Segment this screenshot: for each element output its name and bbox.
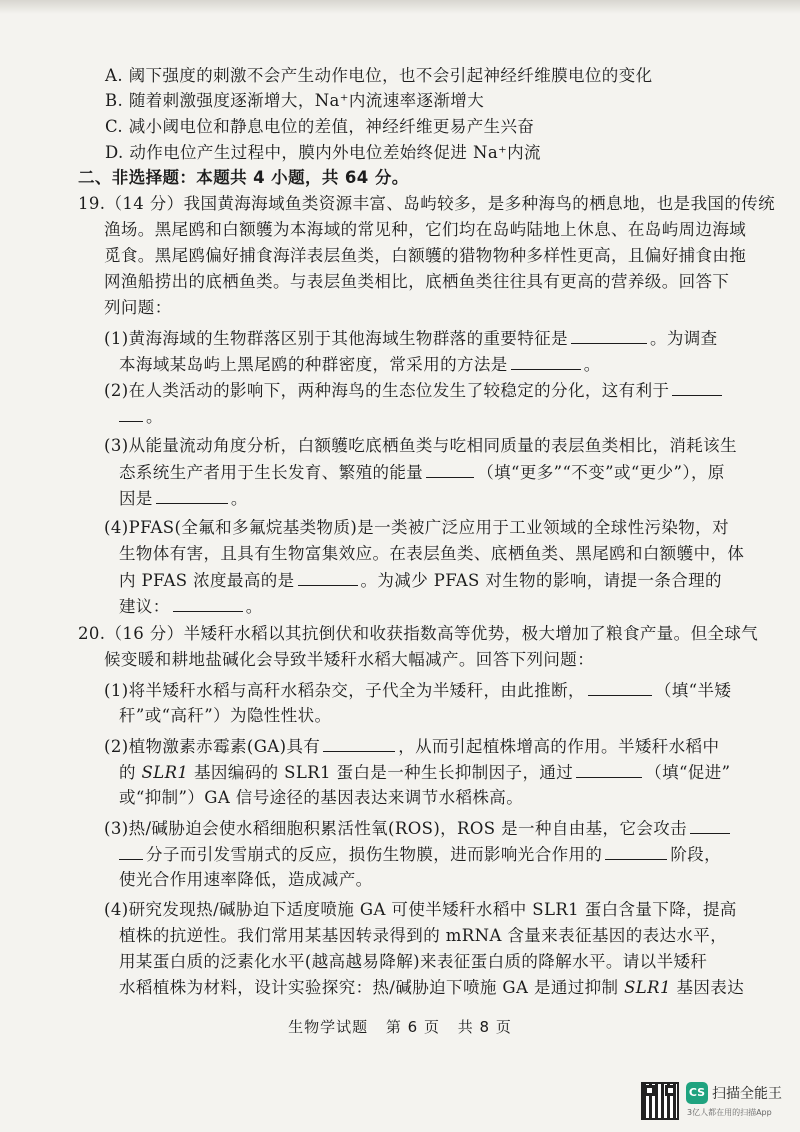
answer-blank[interactable]	[690, 818, 730, 834]
answer-blank[interactable]	[298, 570, 358, 586]
q20-stem-line: 候变暖和耕地盐碱化会导致半矮秆水稻大幅减产。回答下列问题：	[104, 650, 595, 669]
footer-page-number: 第 6 页	[385, 1018, 440, 1036]
q20-p1-text: (1)将半矮秆水稻与高秆水稻杂交，子代全为半矮秆，由此推断，	[104, 681, 585, 700]
answer-blank[interactable]	[156, 488, 228, 504]
answer-blank[interactable]	[672, 380, 722, 396]
option-a: A. 阈下强度的刺激不会产生动作电位，也不会引起神经纤维膜电位的变化	[105, 66, 653, 85]
q19-stem-line: 觅食。黑尾鸥偏好捕食海洋表层鱼类，白额鹱的猎物物种多样性更高，且偏好捕食由拖	[104, 246, 747, 265]
section-heading: 二、非选择题：本题共 4 小题，共 64 分。	[78, 168, 409, 187]
q19-p4-text: 。	[245, 597, 263, 616]
page-top-edge	[0, 0, 800, 14]
q19-stem-line: 列问题：	[104, 298, 172, 317]
q20-part-2-cont: 或“抑制”）GA 信号途径的基因表达来调节水稻株高。	[119, 788, 524, 807]
q20-part-4: (4)研究发现热/碱胁迫下适度喷施 GA 可使半矮秆水稻中 SLR1 蛋白含量下降，提高	[104, 900, 737, 919]
gene-name: SLR1	[624, 978, 671, 997]
q19-stem-line: 19.（14 分）我国黄海海域鱼类资源丰富、岛屿较多，是多种海鸟的栖息地，也是我国的传统	[78, 194, 776, 213]
q20-part-1-cont: 秆”或“高秆”）为隐性性状。	[119, 706, 332, 725]
answer-blank[interactable]	[511, 354, 581, 370]
q20-stem-line: 20.（16 分）半矮秆水稻以其抗倒伏和收获指数高等优势，极大增加了粮食产量。但全球气	[78, 624, 759, 643]
q19-stem-line: 网渔船捞出的底栖鱼类。与表层鱼类相比，底栖鱼类往往具有更高的营养级。回答下	[104, 272, 730, 291]
q20-part-2	[104, 736, 719, 757]
answer-blank[interactable]	[173, 596, 243, 612]
q20-part-4-cont: 植株的抗逆性。我们常用某基因转录得到的 mRNA 含量来表征基因的表达水平，	[119, 926, 728, 945]
answer-blank[interactable]	[426, 462, 474, 478]
q20-p2-text: （填“促进”	[645, 763, 731, 782]
q20-p1-text: （填“半矮	[654, 681, 732, 700]
camscanner-logo-icon: CS	[686, 1082, 708, 1104]
q19-p3-text: 因是	[119, 489, 153, 508]
q20-p4-text: 水稻植株为材料，设计实验探究：热/碱胁迫下喷施 GA 是通过抑制	[119, 978, 625, 997]
footer-total-pages: 共 8 页	[457, 1018, 512, 1036]
q20-p2-text: (2)植物激素赤霉素(GA)具有	[104, 737, 321, 756]
q20-part-4-cont: 用某蛋白质的泛素化水平(越高越易降解)来表征蛋白质的降解水平。请以半矮秆	[119, 952, 708, 971]
q19-p3-text: 。	[230, 489, 248, 508]
answer-blank[interactable]	[323, 736, 395, 752]
q19-part-4-cont: 生物体有害，且具有生物富集效应。在表层鱼类、底栖鱼类、黑尾鸥和白额鹱中，体	[119, 544, 745, 563]
answer-blank[interactable]	[588, 680, 652, 696]
scanner-app-name: 扫描全能王	[712, 1086, 782, 1102]
q19-part-4-cont	[119, 596, 263, 617]
q19-p1-text: (1)黄海海域的生物群落区别于其他海域生物群落的重要特征是	[104, 329, 568, 348]
option-b: B. 随着刺激强度逐渐增大，Na⁺内流速率逐渐增大	[105, 91, 485, 110]
option-d: D. 动作电位产生过程中，膜内外电位差始终促进 Na⁺内流	[105, 143, 541, 162]
answer-blank[interactable]	[119, 844, 143, 860]
q19-p3-text: （填“更多”“不变”或“更少”），原	[477, 463, 725, 482]
answer-blank[interactable]	[119, 406, 143, 422]
q19-p4-text: 建议：	[119, 597, 170, 616]
q19-p2-text: (2)在人类活动的影响下，两种海鸟的生态位发生了较稳定的分化，这有利于	[104, 381, 670, 400]
qr-code-icon	[641, 1082, 679, 1120]
q20-p4-text: 基因表达	[670, 978, 745, 997]
q19-p2-text: 。	[146, 407, 163, 426]
q20-p3-text: 阶段，	[670, 845, 722, 864]
q20-part-4-cont	[119, 978, 744, 998]
gene-name: SLR1	[141, 763, 189, 782]
q19-p1-text: 本海域某岛屿上黑尾鸥的种群密度，常采用的方法是	[119, 355, 508, 374]
q19-part-3-cont	[119, 488, 248, 509]
q20-part-1	[104, 680, 731, 701]
q20-part-2-cont	[119, 762, 730, 783]
q20-part-3	[104, 818, 733, 839]
q19-part-2-cont	[119, 406, 163, 427]
scanner-tagline: 3亿人都在用的扫描App	[687, 1108, 772, 1117]
q19-p1-text: 。为调查	[649, 329, 718, 348]
q19-part-3-cont	[119, 462, 725, 483]
q20-p2-text: ，从而引起植株增高的作用。半矮秆水稻中	[398, 737, 720, 756]
q19-p4-text: 内 PFAS 浓度最高的是	[119, 571, 295, 590]
q20-p2-text: 的	[119, 763, 142, 782]
q19-part-1	[104, 328, 718, 349]
q19-part-1-cont	[119, 354, 601, 375]
q20-p3-text: (3)热/碱胁迫会使水稻细胞积累活性氧(ROS)，ROS 是一种自由基，它会攻击	[104, 819, 688, 838]
q19-part-4-cont	[119, 570, 722, 591]
answer-blank[interactable]	[605, 844, 667, 860]
q19-part-2	[104, 380, 725, 401]
q19-stem-line: 渔场。黑尾鸥和白额鹱为本海域的常见种，它们均在岛屿陆地上休息、在岛屿周边海域	[104, 220, 747, 239]
q19-part-4: (4)PFAS(全氟和多氟烷基类物质)是一类被广泛应用于工业领域的全球性污染物，对	[104, 518, 729, 537]
footer-subject: 生物学试题	[288, 1018, 369, 1036]
option-c: C. 减小阈电位和静息电位的差值，神经纤维更易产生兴奋	[105, 117, 535, 136]
q20-p2-text: 基因编码的 SLR1 蛋白是一种生长抑制因子，通过	[188, 763, 574, 782]
q19-p3-text: 态系统生产者用于生长发育、繁殖的能量	[119, 463, 424, 482]
q19-part-3: (3)从能量流动角度分析，白额鹱吃底栖鱼类与吃相同质量的表层鱼类相比，消耗该生	[104, 436, 737, 455]
q20-p3-text: 分子而引发雪崩式的反应，损伤生物膜，进而影响光合作用的	[146, 845, 603, 864]
page-footer	[0, 1016, 800, 1037]
q19-p1-text: 。	[583, 355, 601, 374]
q20-part-3-cont	[119, 844, 721, 865]
q19-p4-text: 。为减少 PFAS 对生物的影响，请提一条合理的	[360, 571, 722, 590]
answer-blank[interactable]	[576, 762, 642, 778]
answer-blank[interactable]	[571, 328, 647, 344]
q20-part-3-cont: 使光合作用速率降低，造成减产。	[119, 870, 373, 889]
